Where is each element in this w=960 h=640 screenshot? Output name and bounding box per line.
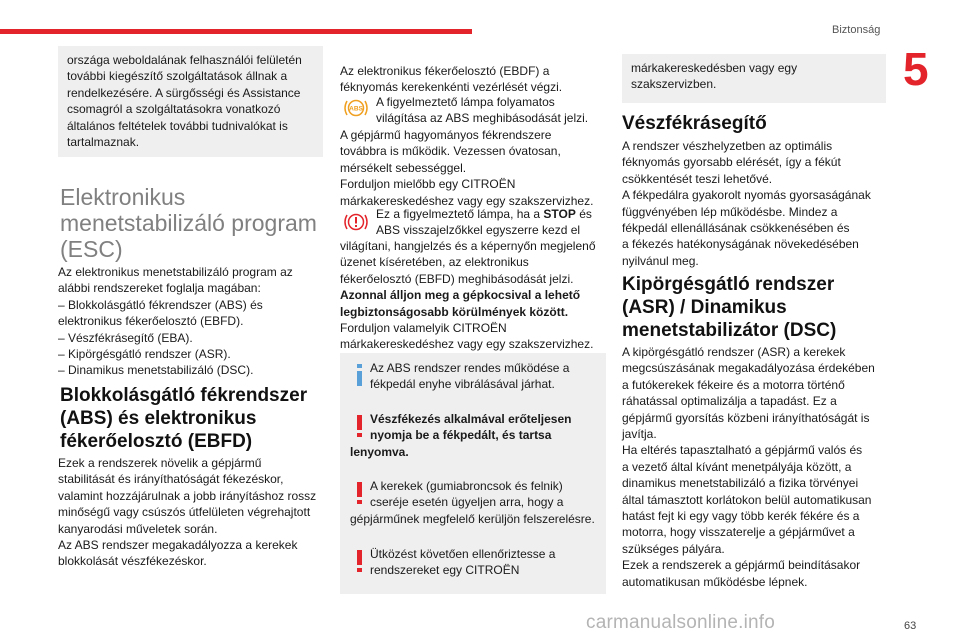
warning-note-wheels: A kerekek (gumiabroncsok és felnik) cseréje esetén ügyeljen arra, hogy a gépjárműnek megfelelő kerüljön felszerelésre.: [340, 471, 606, 539]
chapter-number: 5: [903, 43, 929, 95]
abs-heading: Blokkolásgátló fékrendszer (ABS) és elektronikus fékerőelosztó (EBFD): [60, 385, 308, 452]
esc-heading: Elektronikus menetstabilizáló program (ESC): [60, 184, 317, 262]
assistance-box: [58, 46, 323, 157]
info-note-abs: Az ABS rendszer rendes működése a fékpedál enyhe vibrálásával járhat.: [340, 353, 606, 404]
eba-heading: Vészfékrásegítő: [622, 113, 767, 134]
esc-text: Az elektronikus menetstabilizáló program az alábbi rendszereket foglalja magában: – Blokkolásgátló fékrendszer (ABS) és elektronikus fékerőelosztó (EBFD). – Vészfékrásegítő (EBA). – Kipörgésgátló rendszer (ASR). – Dinamikus menetstabilizáló (DSC).: [58, 265, 293, 378]
eba-text: A rendszer vészhelyzetben az optimális féknyomás gyorsabb elérését, így a fékút csökkentését teszi lehetővé. A fékpedálra gyakorolt nyomás gyorsaságának függvényében lép működésbe. Mindez a fékpedál ellenállásának csökkenésében és a fékezés hatékonyságának növekedésében nyilvánul meg.: [622, 139, 871, 268]
abs-lamp-text: A figyelmeztető lámpa folyamatos világítása az ABS meghibásodását jelzi.: [376, 95, 589, 126]
brake-lamp-text: Ez a figyelmeztető lámpa, ha a STOP és ABS visszajelzőkkel egyszerre kezd el: [376, 207, 592, 238]
page-number: 63: [904, 620, 917, 632]
warning-exclamation-icon: [352, 550, 368, 572]
warning-note-collision: Ütközést követően ellenőriztesse a rendszereket egy CITROËN: [340, 539, 606, 594]
warning-exclamation-icon: [352, 415, 368, 437]
abs-text: Ezek a rendszerek növelik a gépjármű stabilitását és irányíthatóságát fékezéskor, valamint hozzájárulnak a jobb irányításhoz rossz minőségű vagy csúszós útfelületen végrehajtott kanyarodási műveletek során. Az ABS rendszer megakadályozza a kerekek blokkolását vészfékezéskor.: [58, 456, 317, 569]
svg-text:ABS: ABS: [349, 105, 363, 113]
continued-note-box: márkakereskedésben vagy egy szakszervizben.: [622, 54, 886, 103]
ebfd-fault-text: világítani, hangjelzés és a képernyőn megjelenő üzenet kíséretében, az elektronikus fékerőelosztó (EBFD) meghibásodását jelzi. Azonnal álljon meg a gépkocsival a lehető legbiztonságosabb körülmények között. Forduljon valamelyik CITROËN márkakereskedéshez vagy egy szakszervizhez.: [340, 239, 596, 352]
ebfd-intro: Az elektronikus fékerőelosztó (EBDF) a féknyomás kerekenkénti vezérlését végzi.: [340, 64, 563, 95]
abs-warning-lamp-icon: [342, 97, 370, 119]
section-label: Biztonság: [832, 24, 881, 36]
watermark: carmanualsonline.info: [586, 612, 776, 633]
warning-exclamation-icon: [352, 482, 368, 504]
info-icon: [352, 364, 368, 386]
abs-fault-text: A gépjármű hagyományos fékrendszere továbbra is működik. Vezessen óvatosan, mérsékelt sebességgel. Forduljon mielőbb egy CITROËN márkakereskedéshez vagy egy szakszervizhez.: [340, 128, 594, 208]
header-accent-bar: [0, 29, 472, 34]
assistance-box-text: országa weboldalának felhasználói felületén további kiegészítő szolgáltatások állnak a rendelkezésére. A sürgősségi és Assistance csomagról a szolgáltatásokra vonatkozó általános feltételek további tudnivalókat is tartalmaznak.: [67, 53, 302, 150]
brake-warning-lamp-icon: [342, 211, 370, 233]
asr-dsc-text: A kipörgésgátló rendszer (ASR) a kerekek megcsúszásának megakadályozása érdekében a futókerekek fékeire és a motorra történő ráhatással optimalizálja a tapadást. Ez a gépjármű gyorsítás közbeni irányíthatóságát is javítja. Ha eltérés tapasztalható a gépjármű valós és a vezető által kívánt menetpályája között, a dinamikus menetstabilizáló a fizika törvényei által támasztott korlátokon belül automatikusan hatást fejt ki egy vagy több kerék fékére és a motorra, hogy visszaterelje a gépjárművet a szükséges pályára. Ezek a rendszerek a gépjármű beindításakor automatikusan működésbe lépnek.: [622, 345, 875, 589]
warning-note-emergency-braking: Vészfékezés alkalmával erőteljesen nyomja be a fékpedált, és tartsa lenyomva.: [340, 404, 606, 472]
asr-dsc-heading: Kipörgésgátló rendszer (ASR) / Dinamikus menetstabilizátor (DSC): [622, 274, 837, 341]
